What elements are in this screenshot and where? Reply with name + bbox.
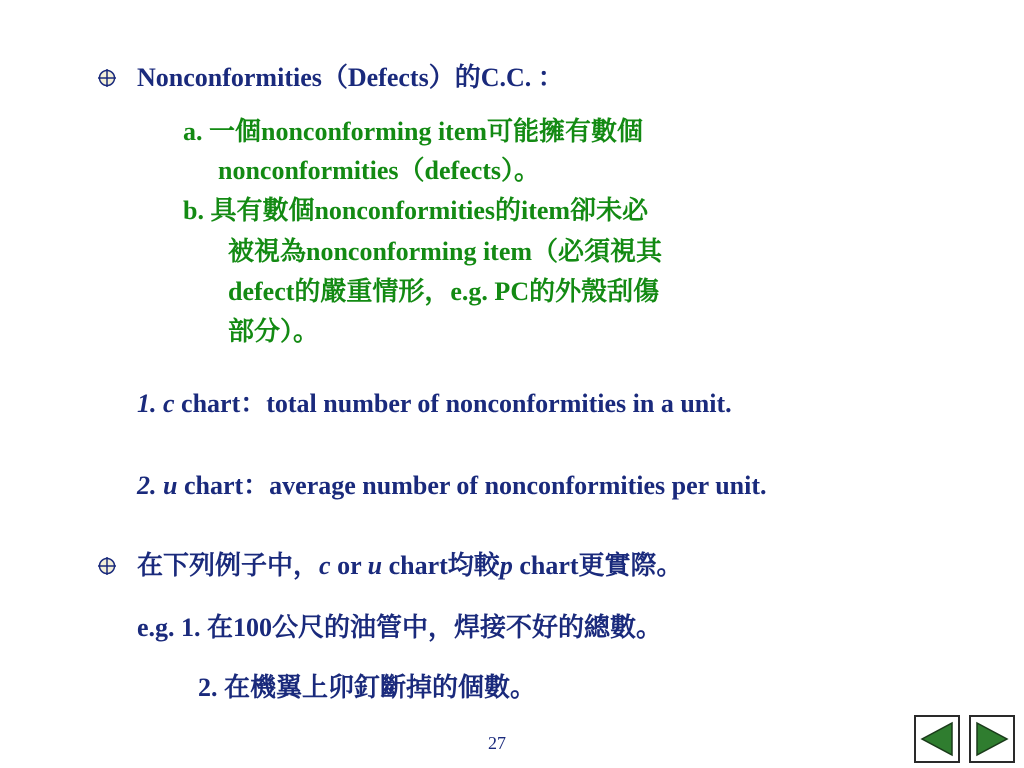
- example-1: e.g. 1. 在100公尺的油管中，焊接不好的總數。: [137, 613, 663, 642]
- bullet-examples-heading: [137, 550, 683, 582]
- crosshair-bullet-icon: [97, 556, 117, 576]
- item-a-line-2: nonconformities（defects）。: [218, 156, 541, 185]
- item-a-line-1: a. 一個nonconforming item可能擁有數個: [183, 117, 644, 146]
- next-slide-button[interactable]: [969, 715, 1015, 763]
- crosshair-bullet-icon: [97, 68, 117, 88]
- u-chart-text: chart：average number of nonconformities per unit.: [183, 471, 767, 500]
- p-variable: p: [499, 551, 513, 580]
- item-b-line-4: 部分）。: [228, 317, 320, 346]
- u-chart-variable: u: [163, 471, 178, 500]
- c-variable: c: [319, 551, 331, 580]
- u-chart-number: 2.: [137, 471, 157, 500]
- chart-compare-text: chart均較: [388, 551, 500, 580]
- item-b-line-1: b. 具有數個nonconformities的item卻未必: [183, 196, 649, 225]
- item-b-line-2: 被視為nonconforming item（必須視其: [228, 237, 663, 266]
- c-chart-definition: [137, 388, 732, 420]
- triangle-left-icon: [916, 717, 958, 761]
- c-chart-text: chart：total number of nonconformities in a unit.: [181, 389, 732, 418]
- c-chart-number: 1.: [137, 389, 157, 418]
- u-variable: u: [367, 551, 383, 580]
- or-word: or: [337, 551, 362, 580]
- c-chart-variable: c: [163, 389, 175, 418]
- item-b-line-3: defect的嚴重情形，e.g. PC的外殼刮傷: [228, 277, 660, 306]
- bullet-heading-nonconformities: Nonconformities（Defects）的C.C. ：: [137, 63, 564, 92]
- examples-intro: 在下列例子中，: [137, 551, 320, 580]
- u-chart-definition: [137, 470, 767, 502]
- previous-slide-button[interactable]: [914, 715, 960, 763]
- page-number: 27: [488, 733, 506, 753]
- example-2: 2. 在機翼上卯釘斷掉的個數。: [198, 673, 537, 702]
- chart-practical-text: chart更實際。: [519, 551, 683, 580]
- triangle-right-icon: [971, 717, 1013, 761]
